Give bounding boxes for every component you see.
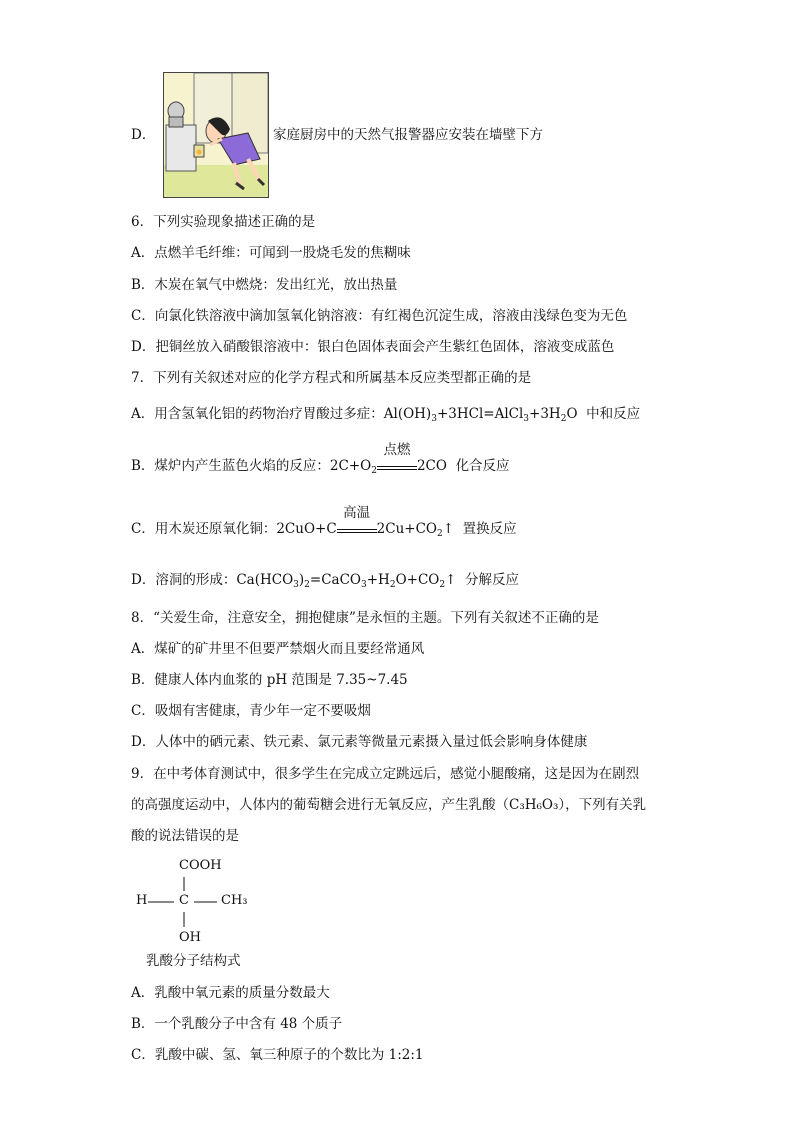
- q7-option-d: [131, 571, 519, 594]
- kitchen-illustration-svg: [164, 73, 268, 197]
- q7-option-b-text: B．煤炉内产生蓝色火焰的反应：: [131, 458, 330, 474]
- q8-option-d: D．人体中的硒元素、铁元素、氯元素等微量元素摄入量过低会影响身体健康: [131, 734, 588, 750]
- q9-struct-caption: 乳酸分子结构式: [146, 953, 241, 969]
- struct-c: C: [179, 893, 189, 908]
- q8-option-b: B．健康人体内血浆的 pH 范围是 7.35~7.45: [131, 672, 408, 688]
- q7-option-c-type: 置换反应: [462, 521, 517, 537]
- q6-option-c: C．向氯化铁溶液中滴加氢氧化钠溶液：有红褐色沉淀生成，溶液由浅绿色变为无色: [131, 308, 628, 324]
- q8-stem: 8．“关爱生命，注意安全，拥抱健康”是永恒的主题。下列有关叙述不正确的是: [131, 610, 599, 626]
- q7-option-d-gas-arrow: ↑: [445, 572, 457, 588]
- q7-option-b-type: 化合反应: [455, 458, 510, 474]
- q6-option-a: A．点燃羊毛纤维：可闻到一股烧毛发的焦糊味: [131, 245, 411, 261]
- q9-stem-line-1: 9．在中考体育测试中，很多学生在完成立定跳远后，感觉小腿酸痛，这是因为在剧烈: [131, 766, 640, 782]
- q7-option-c-condition: 高温: [343, 505, 371, 521]
- q7-option-a-type: 中和反应: [586, 406, 641, 422]
- q7-option-c-gas-arrow: ↑: [442, 521, 455, 537]
- struct-cooh: COOH: [179, 858, 222, 873]
- q7-option-a: [131, 405, 640, 428]
- q7-option-d-text: D．溶洞的形成：: [131, 572, 237, 588]
- q9-option-b: B．一个乳酸分子中含有 48 个质子: [131, 1016, 343, 1032]
- q5-option-d-text: 家庭厨房中的天然气报警器应安装在墙壁下方: [273, 127, 543, 143]
- q7-option-c-condition-sign: [337, 505, 377, 533]
- q7-option-c-right: $2Cu+CO_2$: [376, 521, 443, 539]
- q7-option-b-condition-sign: [377, 442, 417, 470]
- q7-option-d-equation: $Ca(HCO_3)_2=CaCO_3+H_2O+CO_2$: [236, 572, 446, 590]
- q6-option-b: B．木炭在氧气中燃烧：发出红光，放出热量: [131, 277, 398, 293]
- q9-stem-line-2: 的高强度运动中，人体内的葡萄糖会进行无氧反应，产生乳酸（C₃H₆O₃），下列有关乳: [131, 797, 647, 813]
- lactic-acid-structural-formula: [131, 855, 261, 955]
- struct-oh: OH: [179, 930, 201, 945]
- struct-h: H: [136, 893, 148, 908]
- q7-stem: 7．下列有关叙述对应的化学方程式和所属基本反应类型都正确的是: [131, 370, 532, 386]
- q7-option-b-left: $2C+O_2$: [329, 458, 377, 476]
- q7-option-c-left: 2CuO+C: [276, 521, 337, 537]
- struct-ch3: CH₃: [221, 893, 248, 908]
- q7-option-a-text: A．用含氢氧化铝的药物治疗胃酸过多症：: [131, 406, 384, 422]
- q7-option-a-equation: $Al(OH)_3+3HCl=AlCl_3+3H_2O$: [383, 406, 578, 424]
- q7-option-b-condition: 点燃: [383, 442, 411, 458]
- q7-option-b-right: 2CO: [416, 458, 447, 474]
- q8-option-a: A．煤矿的矿井里不但要严禁烟火而且要经常通风: [131, 641, 425, 657]
- q7-option-c-text: C．用木炭还原氧化铜：: [131, 521, 277, 537]
- kitchen-gas-alarm-illustration: [163, 72, 269, 198]
- q7-option-b: [131, 442, 510, 480]
- q7-option-d-type: 分解反应: [464, 572, 519, 588]
- q7-option-c: [131, 505, 517, 543]
- q6-stem: 6．下列实验现象描述正确的是: [131, 214, 316, 230]
- q9-option-a: A．乳酸中氧元素的质量分数最大: [131, 985, 330, 1001]
- q9-option-c: C．乳酸中碳、氢、氧三种原子的个数比为 1:2:1: [131, 1047, 424, 1063]
- q5-option-d-label: D．: [131, 127, 156, 143]
- q9-stem-line-3: 酸的说法错误的是: [131, 828, 239, 844]
- q6-option-d: D．把铜丝放入硝酸银溶液中：银白色固体表面会产生紫红色固体，溶液变成蓝色: [131, 339, 615, 355]
- q8-option-c: C．吸烟有害健康，青少年一定不要吸烟: [131, 703, 371, 719]
